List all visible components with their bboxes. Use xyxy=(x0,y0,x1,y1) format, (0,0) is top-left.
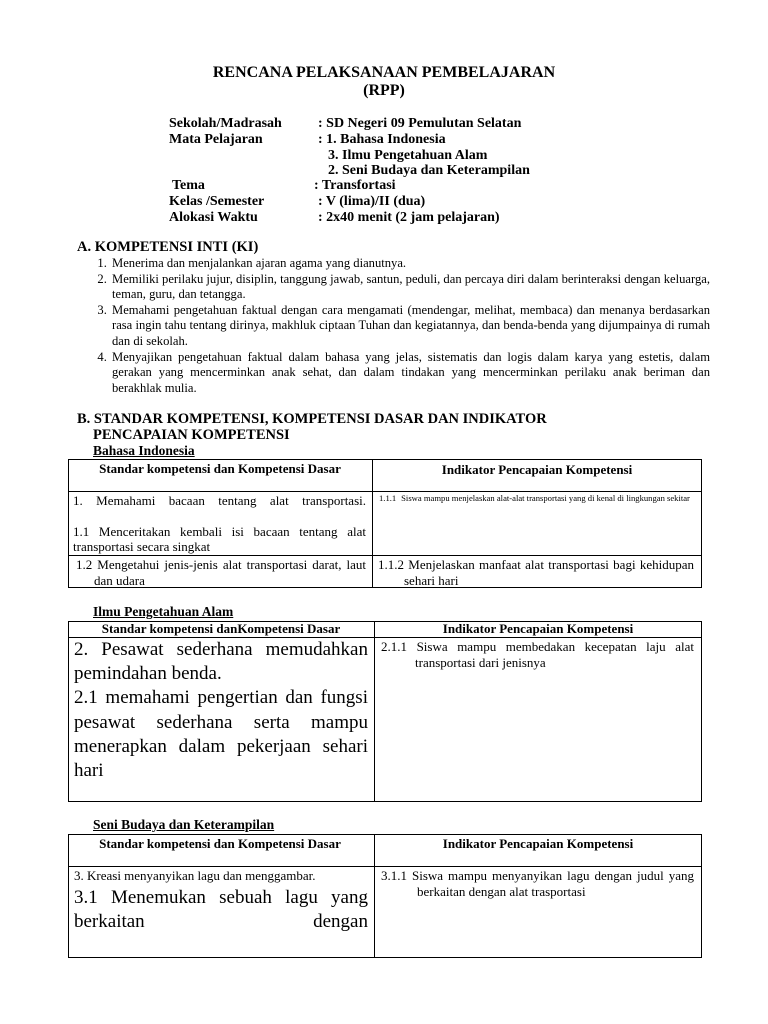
indicator-text: Siswa mampu menjelaskan alat-alat transportasi yang di kenal di lingkungan sekitar xyxy=(401,493,690,503)
cell-text: 2.1 memahami pengertian dan fungsi pesawat sederhana serta mampu menerapkan dalam pekerjaan sehari hari xyxy=(74,687,368,782)
table-divider xyxy=(374,621,375,802)
table-cell xyxy=(73,508,366,555)
cell-text: 1.1 Menceritakan kembali isi bacaan tentang alat transportasi secara singkat xyxy=(73,523,366,554)
info-value-subject-2: 3. Ilmu Pengetahuan Alam xyxy=(328,148,488,163)
info-label-class: Kelas /Semester xyxy=(169,194,265,209)
table-cell xyxy=(74,638,368,783)
column-header: Standar kompetensi dan Kompetensi Dasar xyxy=(99,836,341,851)
info-label-theme: Tema xyxy=(172,178,205,193)
cell-text: 3.1 Menemukan sebuah lagu yang berkaitan dengan xyxy=(74,886,368,932)
indicator-number: 1.1.1 xyxy=(379,493,397,503)
column-header: Standar kompetensi danKompetensi Dasar xyxy=(101,621,341,636)
table-divider xyxy=(372,459,373,588)
table-cell xyxy=(379,493,697,504)
info-value-theme: : Transfortasi xyxy=(314,178,396,193)
core-competence-list xyxy=(92,256,710,396)
cell-text: 2. Pesawat sederhana memudahkan pemindahan benda. xyxy=(74,639,368,685)
table-divider xyxy=(374,834,375,958)
info-value-time: : 2x40 menit (2 jam pelajaran) xyxy=(318,210,500,225)
section-b-heading-line1: B. STANDAR KOMPETENSI, KOMPETENSI DASAR DAN INDIKATOR xyxy=(77,411,547,427)
cell-text: 3. Kreasi menyanyikan lagu dan menggambar. xyxy=(74,868,316,883)
info-value-subject-1: : 1. Bahasa Indonesia xyxy=(318,132,446,147)
table-cell: 1.1.2 Menjelaskan manfaat alat transportasi bagi kehidupan sehari hari xyxy=(378,557,694,588)
table-cell xyxy=(73,493,366,509)
info-label-subject: Mata Pelajaran xyxy=(169,132,263,147)
table-cell: 2.1.1 Siswa mampu membedakan kecepatan laju alat transportasi dari jenisnya xyxy=(381,639,694,670)
list-item: 1. Menerima dan menjalankan ajaran agama yang dianutnya. xyxy=(110,256,710,272)
column-header: Indikator Pencapaian Kompetensi xyxy=(442,836,634,851)
list-item: 4. Menyajikan pengetahuan faktual dalam bahasa yang jelas, sistematis dan logis dalam karya yang estetis, dalam gerakan yang mencerminkan anak sehat, dan dalam tindakan yang mencerminkan perilaku anak beriman dan berakhlak mulia. xyxy=(110,350,710,397)
table-cell xyxy=(74,868,368,934)
table-sbk-caption: Seni Budaya dan Keterampilan xyxy=(93,817,275,832)
table-divider xyxy=(68,555,702,556)
cell-line: 1. Memahami bacaan tentang alat transportasi. xyxy=(73,493,366,508)
table-bi-caption: Bahasa Indonesia xyxy=(93,443,195,458)
info-value-class: : V (lima)/II (dua) xyxy=(318,194,426,209)
table-cell: 1.2 Mengetahui jenis-jenis alat transportasi darat, laut dan udara xyxy=(76,557,366,588)
document-subtitle: (RPP) xyxy=(363,82,405,99)
info-value-school: : SD Negeri 09 Pemulutan Selatan xyxy=(318,116,522,131)
column-header: Indikator Pencapaian Kompetensi xyxy=(442,621,634,636)
table-ipa-caption: Ilmu Pengetahuan Alam xyxy=(93,604,234,619)
list-item: 3. Memahami pengetahuan faktual dengan cara mengamati (mendengar, melihat, membaca) dan menanya berdasarkan rasa ingin tahu tentang dirinya, makhluk ciptaan Tuhan dan kegiatannya, dan benda-benda yang dijumpainya di rumah dan di sekolah. xyxy=(110,303,710,350)
column-header: Standar kompetensi dan Kompetensi Dasar xyxy=(99,461,341,476)
info-value-subject-3: 2. Seni Budaya dan Keterampilan xyxy=(328,163,530,178)
column-header: Indikator Pencapaian Kompetensi xyxy=(441,462,633,477)
document-title: RENCANA PELAKSANAAN PEMBELAJARAN xyxy=(212,64,556,81)
info-label-school: Sekolah/Madrasah xyxy=(169,116,282,131)
table-divider xyxy=(68,866,702,867)
table-cell: 3.1.1 Siswa mampu menyanyikan lagu dengan judul yang berkaitan dengan alat trasportasi xyxy=(381,868,694,899)
info-label-time: Alokasi Waktu xyxy=(169,210,258,225)
section-b-heading-line2: PENCAPAIAN KOMPETENSI xyxy=(93,427,290,443)
table-divider xyxy=(68,491,702,492)
list-item: 2. Memiliki perilaku jujur, disiplin, tanggung jawab, santun, peduli, dan percaya diri dalam berinteraksi dengan keluarga, teman, guru, dan tetangga. xyxy=(110,272,710,303)
section-a-heading: A. KOMPETENSI INTI (KI) xyxy=(77,239,259,255)
